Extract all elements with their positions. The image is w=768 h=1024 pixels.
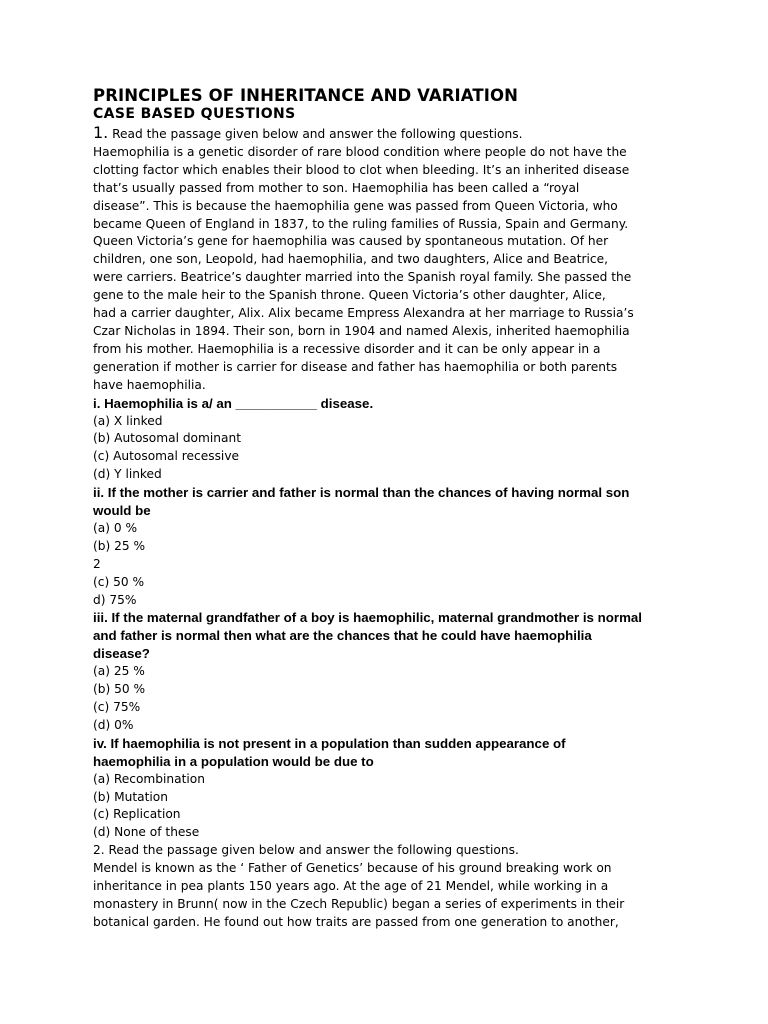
- answer-option: (c) Autosomal recessive: [93, 449, 240, 464]
- passage-line: disease”. This is because the haemophilia gene was passed from Queen Victoria, who: [93, 198, 618, 213]
- q1-instruction-text: Read the passage given below and answer the following questions.: [108, 127, 523, 141]
- answer-option: (b) Mutation: [93, 789, 168, 804]
- passage-line: inheritance in pea plants 150 years ago. At the age of 21 Mendel, while working in a: [93, 879, 609, 894]
- document-body: [93, 86, 653, 932]
- answer-option: (c) 50 %: [93, 574, 145, 589]
- answer-option: (a) 0 %: [93, 520, 138, 535]
- section-subtitle: CASE BASED QUESTIONS: [93, 106, 296, 122]
- q2-instruction: 2. Read the passage given below and answer the following questions.: [93, 843, 519, 858]
- passage-line: monastery in Brunn( now in the Czech Republic) began a series of experiments in their: [93, 896, 625, 911]
- passage-line: Czar Nicholas in 1894. Their son, born in 1904 and named Alexis, inherited haemophilia: [93, 323, 630, 338]
- passage-line: from his mother. Haemophilia is a recessive disorder and it can be only appear in a: [93, 341, 601, 356]
- question-text: and father is normal then what are the chances that he could have haemophilia: [93, 628, 592, 644]
- passage-line: botanical garden. He found out how traits are passed from one generation to another,: [93, 914, 619, 929]
- passage-line: Haemophilia is a genetic disorder of rare blood condition where people do not have the: [93, 144, 627, 159]
- q1-instruction: [93, 124, 653, 144]
- passage-line: have haemophilia.: [93, 377, 206, 392]
- answer-option: (c) 75%: [93, 700, 141, 714]
- answer-option: (b) 25 %: [93, 538, 146, 553]
- question-text: iv. If haemophilia is not present in a population than sudden appearance of: [93, 735, 566, 751]
- passage-line: generation if mother is carrier for disease and father has haemophilia or both parents: [93, 359, 618, 374]
- passage-line: gene to the male heir to the Spanish throne. Queen Victoria’s other daughter, Alice,: [93, 288, 606, 303]
- question-text: i. Haemophilia is a/ an ___________ disease.: [93, 395, 374, 411]
- answer-option: (d) None of these: [93, 825, 200, 840]
- question-text: disease?: [93, 646, 150, 662]
- answer-option: (a) X linked: [93, 413, 163, 428]
- answer-option: (b) 50 %: [93, 682, 146, 697]
- answer-option: (d) Y linked: [93, 467, 162, 482]
- passage-line: Queen Victoria’s gene for haemophilia was caused by spontaneous mutation. Of her: [93, 234, 609, 249]
- subquestion-ii: [93, 484, 653, 609]
- page-title: PRINCIPLES OF INHERITANCE AND VARIATION: [93, 86, 518, 105]
- subquestion-iv: [93, 735, 653, 842]
- page-number-artifact: 2: [93, 556, 101, 571]
- question-text: would be: [93, 503, 151, 519]
- passage-line: were carriers. Beatrice’s daughter married into the Spanish royal family. She passed the: [93, 270, 632, 285]
- answer-option: (b) Autosomal dominant: [93, 431, 241, 446]
- answer-option: d) 75%: [93, 592, 137, 607]
- answer-option: (a) 25 %: [93, 664, 145, 679]
- passage-line: had a carrier daughter, Alix. Alix became Empress Alexandra at her marriage to Russia’s: [93, 306, 634, 321]
- subquestion-i: [93, 395, 653, 485]
- question-text: haemophilia in a population would be due to: [93, 753, 374, 769]
- answer-option: (a) Recombination: [93, 771, 205, 786]
- q1-passage: [93, 144, 653, 395]
- passage-line: clotting factor which enables their blood to clot when bleeding. It’s an inherited disease: [93, 162, 630, 177]
- answer-option: (c) Replication: [93, 807, 181, 822]
- passage-line: that’s usually passed from mother to son. Haemophilia has been called a “royal: [93, 180, 580, 195]
- passage-line: children, one son, Leopold, had haemophilia, and two daughters, Alice and Beatrice,: [93, 252, 608, 267]
- passage-line: became Queen of England in 1837, to the ruling families of Russia, Spain and Germany.: [93, 216, 629, 231]
- question-text: ii. If the mother is carrier and father is normal than the chances of having normal son: [93, 485, 630, 501]
- q1-number: 1.: [93, 123, 109, 142]
- subquestion-iii: [93, 609, 653, 734]
- question-text: iii. If the maternal grandfather of a boy is haemophilic, maternal grandmother is normal: [93, 610, 642, 626]
- passage-line: Mendel is known as the ‘ Father of Genetics’ because of his ground breaking work on: [93, 861, 612, 876]
- q2-passage: [93, 860, 653, 932]
- answer-option: (d) 0%: [93, 717, 134, 732]
